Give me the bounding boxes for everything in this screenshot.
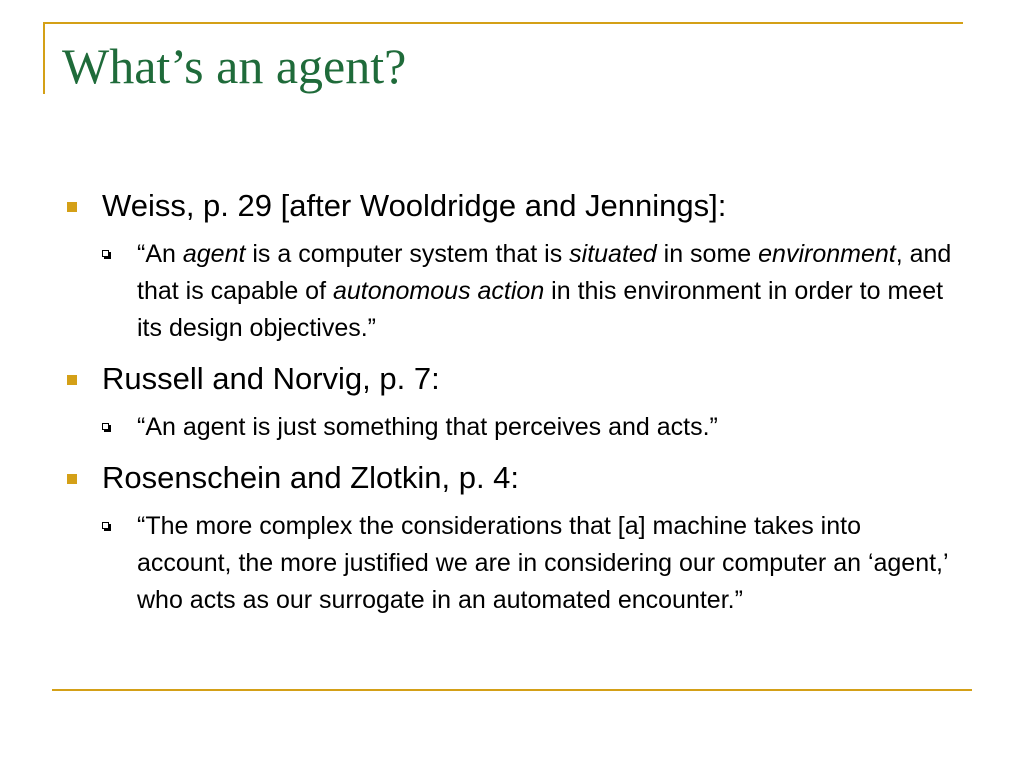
sub-bullet-item-quote (102, 508, 962, 619)
square-bullet-icon (67, 375, 77, 385)
bullet-label: Rosenschein and Zlotkin, p. 4: (102, 460, 520, 495)
quote-part: is a computer system that is (245, 240, 570, 268)
quote-part: in some (656, 240, 759, 268)
frame-vertical-line (43, 22, 45, 94)
quote-text: “An agent is just something that perceives and acts.” (137, 413, 718, 441)
quote-part: in this environment in order to meet its design objectives.” (137, 277, 944, 342)
frame-bottom-line (52, 689, 972, 691)
quote-text: “The more complex the considerations that [a] machine takes into account, the more justified we are in considering our computer an ‘agent,’ who acts as our surrogate in an automated encounter.” (137, 512, 948, 614)
hollow-square-bullet-icon (102, 250, 109, 257)
bullet-label: Russell and Norvig, p. 7: (102, 361, 440, 396)
quote-text (137, 240, 951, 342)
square-bullet-icon (67, 202, 77, 212)
frame-top-line (43, 22, 963, 24)
quote-emphasis: agent (182, 240, 246, 268)
hollow-square-bullet-icon (102, 522, 109, 529)
quote-part: “An (137, 240, 183, 268)
bullet-list (62, 186, 962, 619)
slide-title: What’s an agent? (62, 38, 407, 94)
sub-bullet-item-quote (102, 409, 962, 446)
hollow-square-bullet-icon (102, 423, 109, 430)
sub-list (102, 508, 962, 619)
bullet-item-russell-norvig (62, 359, 962, 446)
bullet-item-rosenschein-zlotkin (62, 458, 962, 619)
quote-emphasis: autonomous action (332, 277, 545, 305)
sub-list (102, 236, 962, 347)
square-bullet-icon (67, 474, 77, 484)
sub-bullet-item-quote (102, 236, 962, 347)
quote-part: , and that is capable of (137, 240, 952, 305)
sub-list (102, 409, 962, 446)
bullet-item-weiss (62, 186, 962, 347)
quote-emphasis: situated (569, 240, 657, 268)
quote-emphasis: environment (758, 240, 896, 268)
bullet-label: Weiss, p. 29 [after Wooldridge and Jennings]: (102, 188, 727, 223)
